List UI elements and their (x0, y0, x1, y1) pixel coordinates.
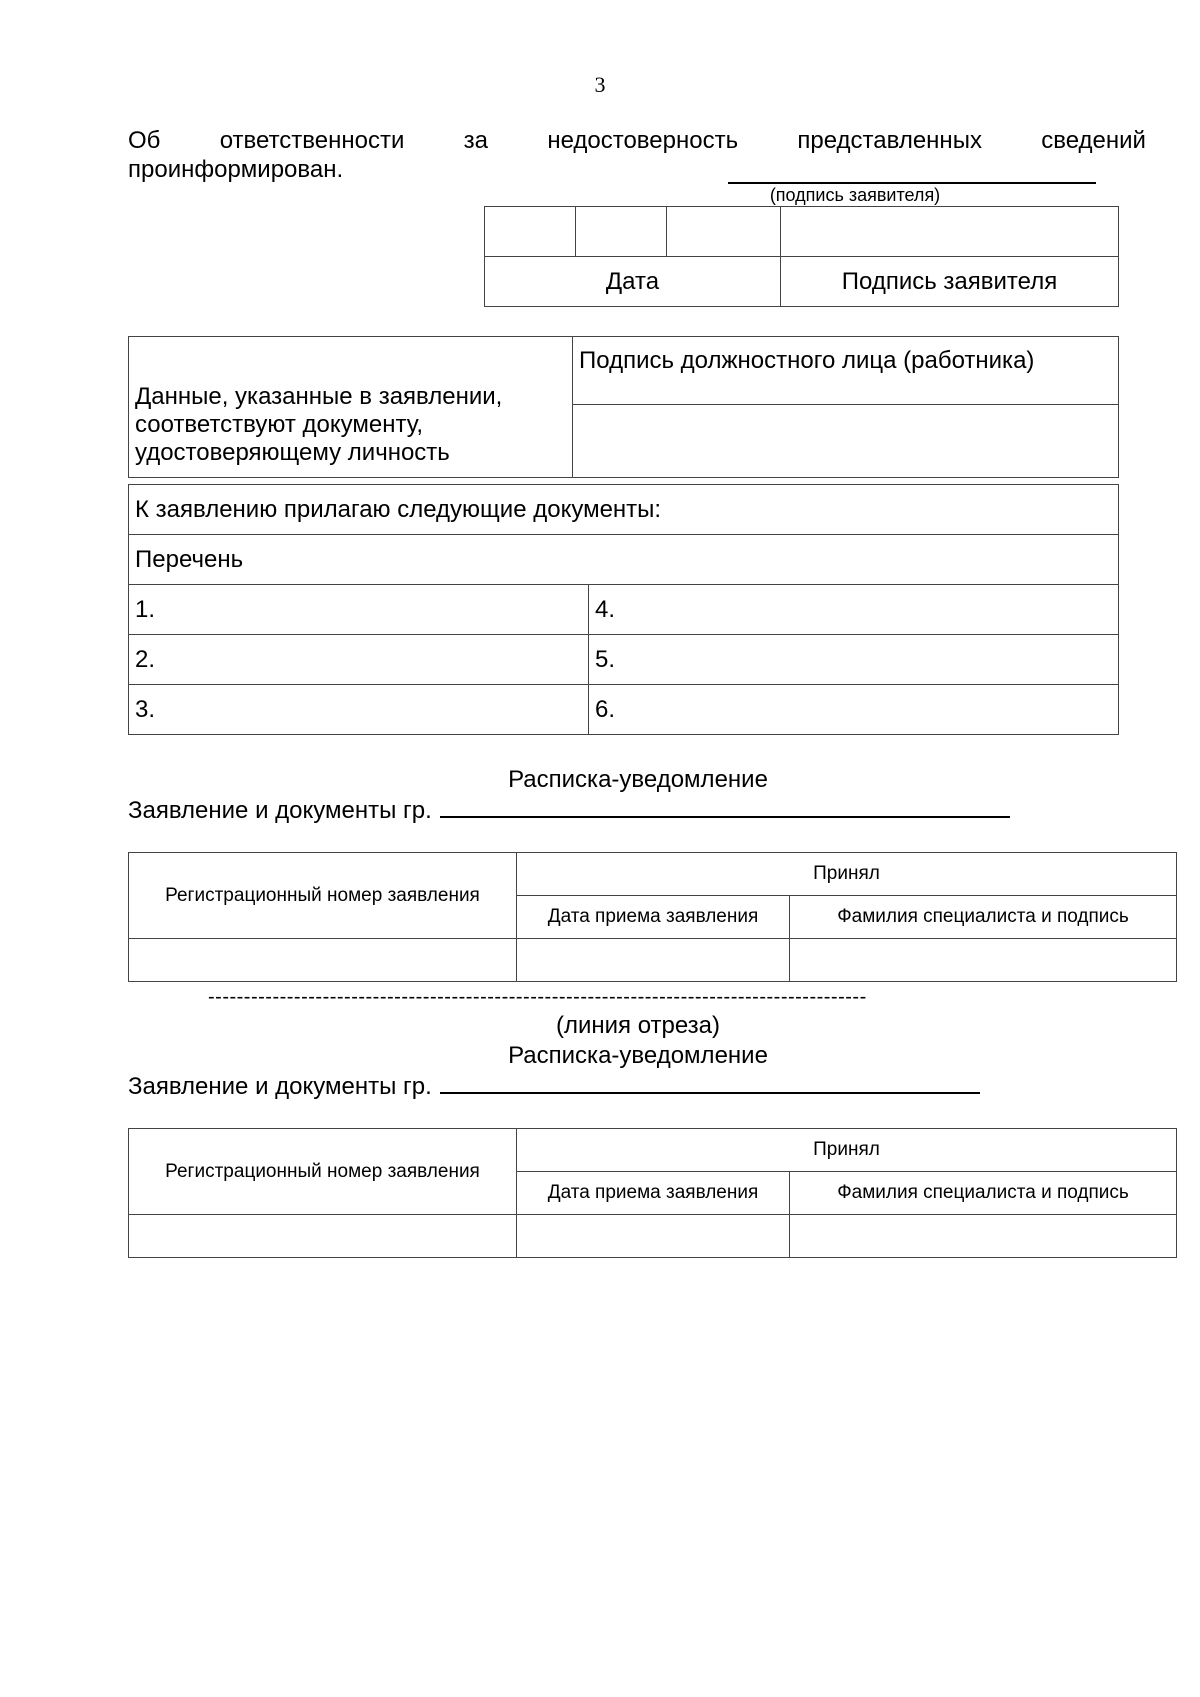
resp-word: Об (128, 127, 161, 154)
reg-number-cell[interactable] (129, 939, 517, 982)
reg-number-header: Регистрационный номер заявления (129, 853, 517, 939)
applicant-signature-label: Подпись заявителя (781, 257, 1119, 307)
receipt-table (128, 852, 1177, 982)
receipt-applicant-label: Заявление и документы гр. (128, 797, 432, 824)
document-item[interactable]: 3. (129, 685, 589, 735)
specialist-cell[interactable] (790, 939, 1177, 982)
reg-number-cell[interactable] (129, 1215, 517, 1258)
date-signature-table (484, 206, 1119, 307)
identity-check-text: Данные, указанные в заявлении, соответствуют документу, удостоверяющему личность (129, 337, 573, 478)
receipt-title: Расписка-уведомление (508, 766, 768, 793)
official-verification-table (128, 336, 1119, 478)
cut-line-caption: (линия отреза) (555, 1012, 721, 1039)
date-received-header: Дата приема заявления (517, 1172, 790, 1215)
resp-word: представленных (797, 127, 982, 154)
resp-word: за (463, 127, 489, 154)
accepted-header: Принял (517, 853, 1177, 896)
page-number: 3 (594, 72, 606, 97)
receipt-applicant-line (128, 794, 1010, 825)
resp-word: недостоверность (547, 127, 739, 154)
date-label: Дата (485, 257, 781, 307)
responsibility-statement (128, 126, 1146, 184)
cut-line: -------------------------------------------------------------------------------------------- (208, 986, 867, 1008)
documents-list-label: Перечень (129, 535, 1119, 585)
date-day-cell[interactable] (485, 207, 576, 257)
receipt-table (128, 1128, 1177, 1258)
specialist-header: Фамилия специалиста и подпись (790, 896, 1177, 939)
applicant-signature-caption: (подпись заявителя) (769, 185, 941, 205)
receipt-applicant-label: Заявление и документы гр. (128, 1073, 432, 1100)
specialist-header: Фамилия специалиста и подпись (790, 1172, 1177, 1215)
receipt-applicant-line (128, 1070, 980, 1101)
attached-documents-table (128, 484, 1119, 735)
date-received-header: Дата приема заявления (517, 896, 790, 939)
document-item[interactable]: 5. (589, 635, 1119, 685)
specialist-cell[interactable] (790, 1215, 1177, 1258)
applicant-signature-line[interactable] (728, 182, 1096, 184)
resp-word: ответственности (219, 127, 405, 154)
accepted-header: Принял (517, 1129, 1177, 1172)
document-item[interactable]: 4. (589, 585, 1119, 635)
responsibility-line-1 (128, 126, 1146, 155)
applicant-signature-cell[interactable] (781, 207, 1119, 257)
date-month-cell[interactable] (576, 207, 667, 257)
document-item[interactable]: 1. (129, 585, 589, 635)
documents-header: К заявлению прилагаю следующие документы: (129, 485, 1119, 535)
receipt-applicant-field[interactable] (440, 1070, 980, 1094)
official-signature-header: Подпись должностного лица (работника) (573, 337, 1119, 405)
receipt-title: Расписка-уведомление (508, 1042, 768, 1069)
resp-word: сведений (1041, 127, 1146, 154)
date-year-cell[interactable] (667, 207, 781, 257)
date-received-cell[interactable] (517, 939, 790, 982)
receipt-applicant-field[interactable] (440, 794, 1010, 818)
reg-number-header: Регистрационный номер заявления (129, 1129, 517, 1215)
date-received-cell[interactable] (517, 1215, 790, 1258)
document-item[interactable]: 2. (129, 635, 589, 685)
responsibility-line-2: проинформирован. (128, 156, 344, 183)
document-item[interactable]: 6. (589, 685, 1119, 735)
official-signature-cell[interactable] (573, 404, 1119, 477)
